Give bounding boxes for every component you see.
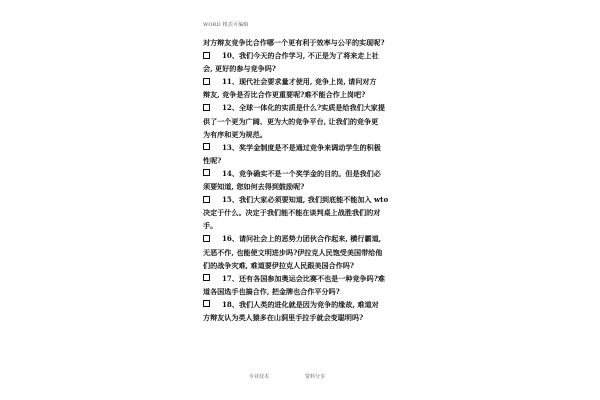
question-text: 会, 更好的参与竞争吗? <box>203 64 276 74</box>
question-item <box>203 193 413 232</box>
question-text: 14、竞争确实不是一个奖学金的目的。但是我们必 <box>222 168 381 178</box>
checkbox-square-icon <box>203 169 210 176</box>
question-continuation-line <box>203 219 413 232</box>
checkbox-square-icon <box>203 274 210 281</box>
checkbox-square-icon <box>203 104 210 111</box>
question-text: 方辩友认为类人猿多在山洞里手拉手就会变聪明吗? <box>203 312 364 322</box>
question-text: 13、奖学金制度是不是通过竞争来调动学生的积极 <box>222 142 381 152</box>
question-item <box>203 167 413 193</box>
question-text: 16、请问社会上的恶势力团伙合作起来, 横行霸道, <box>222 234 382 244</box>
question-text: 无恶不作, 也能使文明进步吗?伊拉克人民饱受美国带给他 <box>203 247 383 257</box>
footer-left: 专业技术 <box>249 374 270 380</box>
question-text: 18、我们人类的进化就是因为竞争的缘故, 难道对 <box>222 299 379 309</box>
question-text: 10、我们今天的合作学习, 不正是为了将来走上社 <box>222 51 379 61</box>
question-continuation-line <box>203 285 413 298</box>
question-text: 为有序和更为规范。 <box>203 129 267 139</box>
checkbox-square-icon <box>203 235 210 242</box>
question-first-line <box>203 49 413 62</box>
question-text: 须要知道, 您如何去得到鼓励呢? <box>203 182 305 192</box>
question-text: 15、我们大家必须要知道, 我们到底能不能加入 wto <box>222 195 389 205</box>
question-text: 性呢? <box>203 155 222 165</box>
question-item <box>203 75 413 101</box>
question-first-line <box>203 232 413 245</box>
question-continuation-line <box>203 62 413 75</box>
question-continuation-line <box>203 311 413 324</box>
question-continuation-line <box>203 115 413 128</box>
checkbox-square-icon <box>203 78 210 85</box>
question-text: 17、还有各国参加奥运会比赛不也是一种竞争吗?难 <box>222 273 385 283</box>
question-text: 11、现代社会要求量才使用, 竞争上岗, 请问对方 <box>222 77 377 87</box>
question-first-line <box>203 75 413 88</box>
question-first-line <box>203 193 413 206</box>
question-first-line <box>203 298 413 311</box>
question-continuation-line <box>203 206 413 219</box>
question-continuation-line <box>203 154 413 167</box>
question-first-line <box>203 167 413 180</box>
checkbox-square-icon <box>203 300 210 307</box>
question-text: 手。 <box>203 221 218 231</box>
footer-right: 资料分享 <box>305 374 326 380</box>
checkbox-square-icon <box>203 143 210 150</box>
question-first-line <box>203 101 413 114</box>
intro-line: 对方辩友竞争比合作哪一个更有利于效率与公平的实现呢? <box>203 38 385 47</box>
question-text: 供了一个更为广阔、更为大的竞争平台, 让我们的竞争更 <box>203 116 379 126</box>
checkbox-square-icon <box>203 52 210 59</box>
question-first-line <box>203 141 413 154</box>
question-continuation-line <box>203 246 413 259</box>
checkbox-square-icon <box>203 196 210 203</box>
question-text: 12、全球一体化的实质是什么?实质是给我们大家提 <box>222 103 385 113</box>
question-text: 决定于什么。决定于我们能不能在谈判桌上战胜我们的对 <box>203 208 381 218</box>
question-first-line <box>203 272 413 285</box>
question-list <box>203 49 413 324</box>
question-item <box>203 272 413 298</box>
document-body <box>203 36 413 324</box>
question-text: 们的战争灾难, 难道要伊拉克人民跟美国合作吗? <box>203 260 354 270</box>
question-item <box>203 101 413 140</box>
question-text: 道各国选手也搞合作, 把金牌也合作平分吗? <box>203 286 340 296</box>
question-continuation-line <box>203 259 413 272</box>
question-item <box>203 49 413 75</box>
question-continuation-line <box>203 128 413 141</box>
question-item <box>203 298 413 324</box>
question-continuation-line <box>203 88 413 101</box>
page-header: WORD 格式可编辑 <box>203 22 249 28</box>
question-item <box>203 141 413 167</box>
question-continuation-line <box>203 180 413 193</box>
question-text: 辩友, 竞争是否比合作更重要呢?难不能合作上岗吧? <box>203 90 366 100</box>
question-item <box>203 232 413 271</box>
